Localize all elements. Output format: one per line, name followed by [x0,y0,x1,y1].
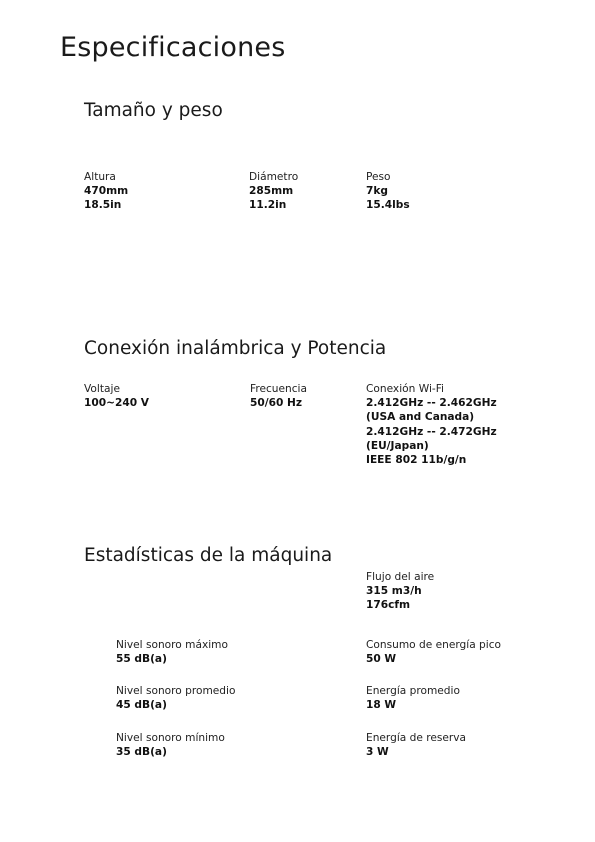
spec-noise-avg [116,684,235,712]
page-title: Especificaciones [60,32,286,63]
section-heading-machine-stats: Estadísticas de la máquina [84,545,333,566]
spec-label: Consumo de energía pico [366,639,502,651]
spec-label: Nivel sonoro promedio [116,685,236,697]
spec-value: 285mm [249,185,294,198]
spec-diameter [249,170,298,213]
spec-label: Diámetro [249,171,299,183]
spec-power-peak [366,638,501,666]
spec-value: 3 W [366,746,389,759]
spec-value: 2.412GHz -- 2.472GHz [366,425,497,438]
spec-value: 2.412GHz -- 2.462GHz [366,397,497,410]
spec-label: Energía promedio [366,685,460,697]
spec-label: Nivel sonoro máximo [116,639,228,651]
spec-value: 50/60 Hz [250,397,303,410]
spec-value: 11.2in [249,199,287,212]
spec-label: Frecuencia [250,383,307,395]
spec-height [84,170,128,213]
spec-value: 7kg [366,185,388,198]
spec-label: Voltaje [84,383,120,395]
section-heading-size-weight: Tamaño y peso [84,100,223,121]
spec-wifi [366,382,497,467]
spec-value: 55 dB(a) [116,653,167,666]
spec-value: 315 m3/h [366,585,422,598]
spec-power-avg [366,684,460,712]
spec-value: 18 W [366,699,397,712]
spec-label: Nivel sonoro mínimo [116,732,225,744]
spec-label: Altura [84,171,116,183]
spec-airflow [366,570,434,613]
spec-voltage [84,382,149,410]
spec-value: 35 dB(a) [116,746,167,759]
spec-label: Energía de reserva [366,732,467,744]
spec-noise-min [116,731,225,759]
spec-label: Peso [366,171,391,183]
spec-label: Flujo del aire [366,571,435,583]
spec-value: 18.5in [84,199,122,212]
spec-value: 50 W [366,653,397,666]
spec-frequency [250,382,307,410]
spec-power-standby [366,731,466,759]
spec-value: (USA and Canada) [366,411,475,424]
spec-label: Conexión Wi-Fi [366,383,444,395]
spec-weight [366,170,410,213]
spec-value: 45 dB(a) [116,699,167,712]
spec-value: 176cfm [366,599,411,612]
spec-value: 100~240 V [84,397,149,410]
spec-value: 15.4lbs [366,199,410,212]
spec-value: (EU/Japan) [366,439,429,452]
spec-value: IEEE 802 11b/g/n [366,454,467,467]
spec-noise-max [116,638,228,666]
spec-value: 470mm [84,185,129,198]
section-heading-wireless-power: Conexión inalámbrica y Potencia [84,338,387,359]
